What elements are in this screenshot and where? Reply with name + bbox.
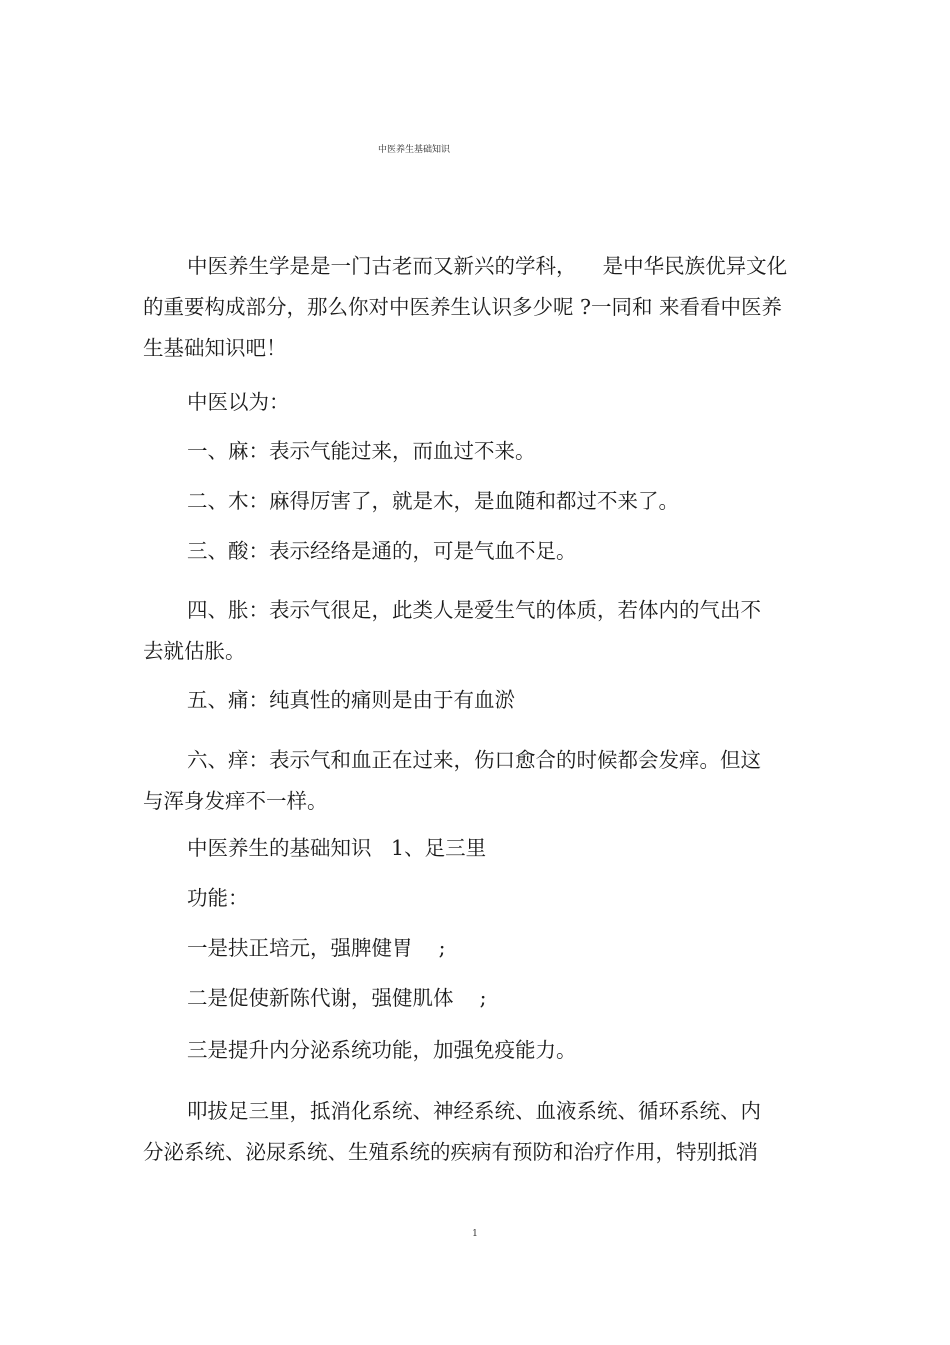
- text-line: 二、木：麻得厉害了，就是木，是血随和都过不来了。: [187, 489, 679, 513]
- text-line: 生基础知识吧！: [143, 336, 287, 360]
- paragraph-func-1: [143, 928, 815, 969]
- paragraph-item-1: [143, 431, 815, 472]
- text-line: 分泌系统、泌尿系统、生殖系统的疾病有预防和治疗作用，特别抵消: [143, 1140, 758, 1164]
- intro-paragraph: [143, 246, 815, 369]
- paragraph-closing: [143, 1091, 815, 1173]
- paragraph-item-5: [143, 680, 815, 721]
- page-number: 1: [472, 1229, 478, 1239]
- paragraph-item-3: [143, 531, 815, 572]
- paragraph-gongneng: [143, 878, 815, 919]
- text-line: 二是促使新陈代谢，强健肌体 ;: [187, 986, 487, 1010]
- page-header: 中医养生基础知识: [377, 145, 450, 155]
- paragraph-zhongyi-yiwei: [143, 382, 815, 423]
- text-line: 中医以为：: [187, 390, 290, 414]
- text-line: 三、酸：表示经络是通的，可是气血不足。: [187, 539, 577, 563]
- paragraph-item-2: [143, 481, 815, 522]
- text-line: 与浑身发痒不一样。: [143, 789, 328, 813]
- text-line: 去就估胀。: [143, 639, 246, 663]
- paragraph-func-3: [143, 1030, 815, 1071]
- paragraph-func-2: [143, 978, 815, 1019]
- text-line: 一是扶正培元，强脾健胃 ;: [187, 936, 446, 960]
- text-line: 四、胀：表示气很足，此类人是爱生气的体质，若体内的气出不: [187, 598, 761, 622]
- text-line: 的重要构成部分，那么你对中医养生认识多少呢 ?一同和 来看看中医养: [143, 295, 783, 319]
- text-line: 叩拔足三里，抵消化系统、神经系统、血液系统、循环系统、内: [187, 1099, 761, 1123]
- text-line: 中医养生的基础知识 1、足三里: [187, 836, 487, 860]
- text-line: 功能：: [187, 886, 249, 910]
- paragraph-item-4: [143, 590, 815, 672]
- text-line: 五、痛：纯真性的痛则是由于有血淤: [187, 688, 515, 712]
- text-line: 中医养生学是是一门古老而又新兴的学科， 是中华民族优异文化: [187, 254, 788, 278]
- section-title: [143, 828, 815, 869]
- paragraph-item-6: [143, 740, 815, 822]
- text-line: 一、麻：表示气能过来，而血过不来。: [187, 439, 536, 463]
- text-line: 三是提升内分泌系统功能，加强免疫能力。: [187, 1038, 577, 1062]
- text-line: 六、痒：表示气和血正在过来，伤口愈合的时候都会发痒。但这: [187, 748, 761, 772]
